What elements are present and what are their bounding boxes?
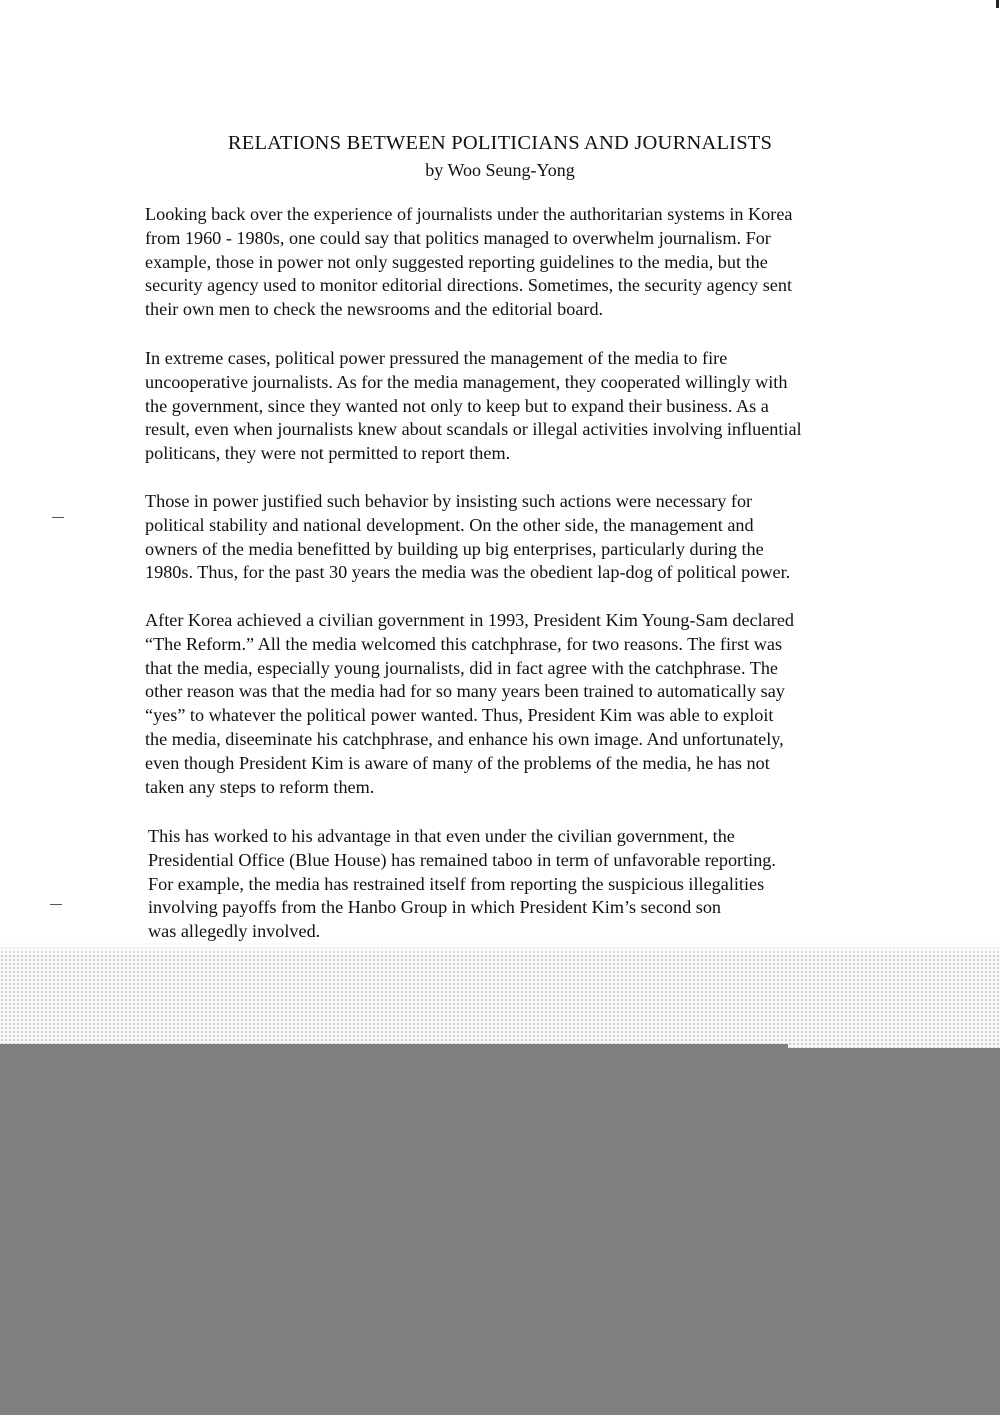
text-line: other reason was that the media had for so many years been trained to automatically say <box>145 681 785 702</box>
paragraph-4 <box>145 609 885 799</box>
text-line: In extreme cases, political power pressured the management of the media to fire <box>145 348 728 368</box>
text-line: politicans, they were not permitted to report them. <box>145 443 511 464</box>
text-line: 1980s. Thus, for the past 30 years the media was the obedient lap-dog of political power. <box>145 562 791 583</box>
paragraph-1 <box>145 203 885 322</box>
scan-speck <box>50 904 62 905</box>
text-line: For example, the media has restrained itself from reporting the suspicious illegalities <box>148 873 765 894</box>
text-line: result, even when journalists knew about scandals or illegal activities involving influential <box>145 419 802 440</box>
text-line: security agency used to monitor editorial directions. Sometimes, the security agency sent <box>145 275 792 296</box>
text-line: Those in power justified such behavior by insisting such actions were necessary for <box>145 491 753 511</box>
text-line: uncooperative journalists. As for the media management, they cooperated willingly with <box>145 371 788 392</box>
text-line: example, those in power not only suggested reporting guidelines to the media, but the <box>145 251 768 272</box>
text-line: even though President Kim is aware of many of the problems of the media, he has not <box>145 752 770 773</box>
text-line: taken any steps to reform them. <box>145 776 375 797</box>
text-line: political stability and national development. On the other side, the management and <box>145 514 754 535</box>
text-line: their own men to check the newsrooms and the editorial board. <box>145 299 604 320</box>
document-title: RELATIONS BETWEEN POLITICIANS AND JOURNALISTS <box>227 132 773 154</box>
text-line: involving payoffs from the Hanbo Group in which President Kim’s second son <box>148 897 722 918</box>
text-line: This has worked to his advantage in that even under the civilian government, the <box>148 826 735 846</box>
scan-halftone-fade <box>0 942 1000 956</box>
paragraph-2 <box>145 347 885 466</box>
text-line: that the media, especially young journalists, did in fact agree with the catchphrase. The <box>145 657 778 678</box>
text-line: the media, diseeminate his catchphrase, and enhance his own image. And unfortunately, <box>145 728 784 749</box>
text-line: the government, since they wanted not only to keep but to expand their business. As a <box>145 395 769 416</box>
text-line: After Korea achieved a civilian government in 1993, President Kim Young-Sam declared <box>145 610 795 630</box>
scan-gray-area <box>0 1048 1000 1415</box>
paragraph-3 <box>145 490 885 585</box>
scan-corner-mark <box>996 0 999 8</box>
scan-speck <box>52 517 64 518</box>
scan-halftone-band <box>0 942 1000 1048</box>
paragraph-5 <box>148 825 888 944</box>
text-line: “yes” to whatever the political power wanted. Thus, President Kim was able to exploit <box>145 705 774 726</box>
text-line: from 1960 - 1980s, one could say that politics managed to overwhelm journalism. For <box>145 227 771 248</box>
text-line: Presidential Office (Blue House) has remained taboo in term of unfavorable reporting. <box>148 849 776 870</box>
document-byline: by Woo Seung-Yong <box>425 160 575 180</box>
text-line: Looking back over the experience of journalists under the authoritarian systems in Korea <box>145 204 793 224</box>
text-line: was allegedly involved. <box>148 921 321 942</box>
text-line: “The Reform.” All the media welcomed this catchphrase, for two reasons. The first was <box>145 633 783 654</box>
text-line: owners of the media benefitted by building up big enterprises, particularly during the <box>145 538 764 559</box>
